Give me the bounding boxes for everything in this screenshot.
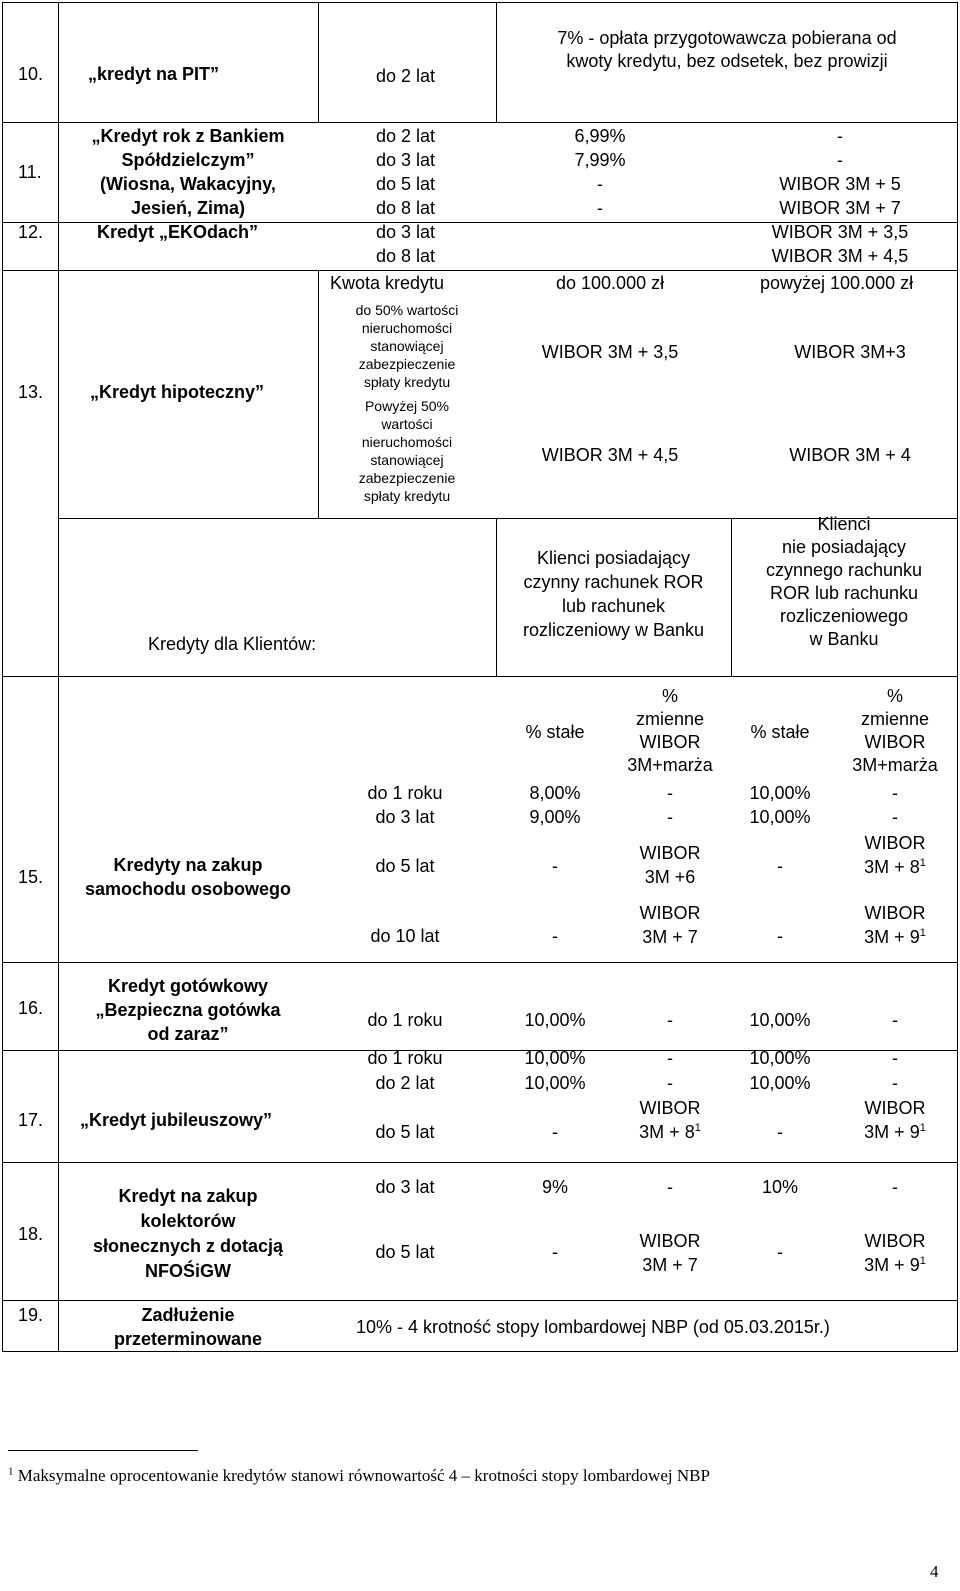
row-11-variable: - — [837, 126, 843, 146]
collateral-line: wartości — [381, 416, 433, 432]
row-17-name: „Kredyt jubileuszowy” — [80, 1110, 273, 1130]
row-17-a-variable: $3M + 8^1$ — [639, 1122, 701, 1142]
row-17-a-fixed: 10,00% — [524, 1073, 586, 1093]
page-number: 4 — [930, 1562, 939, 1581]
fixed-rate-header: % stałe — [750, 722, 810, 742]
row-18-name-line4: NFOŚiGW — [145, 1261, 231, 1281]
variable-rate-header-line: WIBOR — [639, 732, 701, 752]
row-17-b-variable: $3M + 9^1$ — [864, 1122, 926, 1142]
row-18-b-fixed: - — [777, 1242, 783, 1262]
clients-with-account-line: Klienci posiadający — [536, 548, 691, 568]
collateral-line: zabezpieczenie — [358, 470, 456, 486]
row-18-number: 18. — [18, 1224, 44, 1244]
row-11-name-line1: „Kredyt rok z Bankiem — [91, 126, 285, 146]
row-15-a-fixed: 8,00% — [529, 783, 581, 803]
row-11-term: do 3 lat — [376, 150, 436, 170]
row-12-variable: WIBOR 3M + 3,5 — [771, 222, 909, 242]
row-19-description: 10% - 4 krotność stopy lombardowej NBP (od 05.03.2015r.) — [356, 1317, 830, 1337]
collateral-line: nieruchomości — [361, 320, 453, 336]
collateral-line: spłaty kredytu — [363, 374, 451, 390]
variable-rate-header-line: % — [886, 686, 903, 706]
row-11-variable: WIBOR 3M + 5 — [779, 174, 901, 194]
row-15-number: 15. — [18, 867, 44, 887]
row-15-b-fixed: - — [777, 856, 783, 876]
row-15-a-fixed: - — [552, 926, 558, 946]
row-15-a-variable: - — [667, 807, 673, 827]
row-11-name-line3: (Wiosna, Wakacyjny, — [100, 174, 276, 194]
footnote — [8, 1466, 710, 1486]
row-18-b-variable: - — [892, 1177, 898, 1197]
row-11-fixed: 6,99% — [574, 126, 626, 146]
variable-rate-header-line: zmienne — [635, 709, 705, 729]
row-16-a-variable: - — [667, 1010, 673, 1030]
row-18-b-variable: $3M + 9^1$ — [864, 1255, 926, 1275]
row-17-term: do 1 roku — [367, 1048, 443, 1068]
row-18-a-fixed: - — [552, 1242, 558, 1262]
variable-rate-header-line: zmienne — [860, 709, 930, 729]
row-12-term: do 3 lat — [376, 222, 436, 242]
row-11-variable: WIBOR 3M + 7 — [779, 198, 901, 218]
row-18-a-variable: 3M + 7 — [642, 1255, 698, 1275]
row-12-number: 12. — [18, 222, 44, 242]
clients-without-account-line: rozliczeniowego — [779, 606, 909, 626]
row-17-a-fixed: 10,00% — [524, 1048, 586, 1068]
row-12-name: Kredyt „EKOdach” — [97, 222, 259, 242]
row-15-term: do 1 roku — [367, 783, 443, 803]
row-10-number: 10. — [18, 64, 44, 84]
mortgage-rate-high-2: WIBOR 3M + 4 — [789, 445, 911, 465]
footnote-ref: 1 — [919, 927, 926, 939]
row-15-term: do 5 lat — [375, 856, 435, 876]
row-10-description-line2: kwoty kredytu, bez odsetek, bez prowizji — [566, 51, 888, 71]
row-16-number: 16. — [18, 998, 44, 1018]
footnote-text: Maksymalne oprocentowanie kredytów stanowi równowartość 4 – krotności stopy lombardowej NBP — [17, 1466, 710, 1485]
fixed-rate-header: % stałe — [525, 722, 585, 742]
row-18-b-variable: WIBOR — [864, 1231, 926, 1251]
row-15-b-fixed: - — [777, 926, 783, 946]
row-18-name-line2: kolektorów — [140, 1211, 236, 1231]
row-15-a-variable: WIBOR — [639, 903, 701, 923]
variable-rate-header-line: 3M+marża — [852, 755, 938, 775]
row-12-term: do 8 lat — [376, 246, 436, 266]
row-15-b-variable: WIBOR — [864, 833, 926, 853]
row-16-term: do 1 roku — [367, 1010, 443, 1030]
clients-without-account-line: czynnego rachunku — [765, 560, 923, 580]
row-17-a-variable: - — [667, 1048, 673, 1068]
row-10-term: do 2 lat — [376, 66, 436, 86]
row-13-name: „Kredyt hipoteczny” — [90, 382, 265, 402]
collateral-line: do 50% wartości — [355, 302, 459, 318]
row-15-b-variable: - — [892, 783, 898, 803]
clients-with-account-line: rozliczeniowy w Banku — [522, 620, 705, 640]
row-11-term: do 2 lat — [376, 126, 436, 146]
row-11-name-line4: Jesień, Zima) — [130, 198, 246, 218]
row-17-term: do 2 lat — [375, 1073, 435, 1093]
row-11-name-line2: Spółdzielczym” — [121, 150, 255, 170]
row-11-fixed: - — [597, 174, 603, 194]
row-15-name-line2: samochodu osobowego — [84, 879, 291, 899]
row-17-b-fixed: 10,00% — [749, 1073, 811, 1093]
row-15-a-fixed: - — [552, 856, 558, 876]
amount-high-header: powyżej 100.000 zł — [760, 273, 914, 293]
row-15-b-variable: - — [892, 807, 898, 827]
row-18-name-line3: słonecznych z dotacją — [92, 1236, 284, 1256]
row-11-fixed: 7,99% — [574, 150, 626, 170]
row-17-b-variable: - — [892, 1073, 898, 1093]
row-17-b-fixed: 10,00% — [749, 1048, 811, 1068]
row-17-number: 17. — [18, 1110, 44, 1130]
mortgage-rate-low-1: WIBOR 3M + 3,5 — [541, 342, 679, 362]
clients-without-account-line: Klienci — [817, 514, 871, 534]
row-19-name-line1: Zadłużenie — [141, 1305, 235, 1325]
clients-without-account-line: ROR lub rachunku — [769, 583, 919, 603]
row-11-variable: - — [837, 150, 843, 170]
row-15-b-fixed: 10,00% — [749, 783, 811, 803]
row-15-b-variable: $3M + 8^1$ — [864, 857, 926, 877]
row-18-name-line1: Kredyt na zakup — [118, 1186, 258, 1206]
variable-rate-header-line: 3M+marża — [627, 755, 713, 775]
row-15-a-fixed: 9,00% — [529, 807, 581, 827]
row-16-name-line1: Kredyt gotówkowy — [107, 976, 268, 996]
footnote-ref: 1 — [919, 857, 926, 869]
row-15-a-variable: 3M +6 — [644, 867, 696, 887]
clients-with-account-line: lub rachunek — [561, 596, 666, 616]
row-19-number: 19. — [18, 1305, 44, 1325]
row-11-term: do 8 lat — [376, 198, 436, 218]
row-15-term: do 3 lat — [375, 807, 435, 827]
row-11-number: 11. — [18, 162, 42, 182]
row-17-b-variable: WIBOR — [864, 1098, 926, 1118]
row-16-b-variable: - — [892, 1010, 898, 1030]
collateral-line: nieruchomości — [361, 434, 453, 450]
row-17-a-fixed: - — [552, 1122, 558, 1142]
row-15-name-line1: Kredyty na zakup — [113, 855, 263, 875]
row-18-term: do 3 lat — [375, 1177, 435, 1197]
collateral-line: spłaty kredytu — [363, 488, 451, 504]
row-11-term: do 5 lat — [376, 174, 436, 194]
mortgage-rate-high-1: WIBOR 3M+3 — [794, 342, 906, 362]
variable-rate-header-line: % — [661, 686, 678, 706]
row-16-name-line3: od zaraz” — [147, 1024, 229, 1044]
row-11-fixed: - — [597, 198, 603, 218]
collateral-line: zabezpieczenie — [358, 356, 456, 372]
row-17-a-variable: - — [667, 1073, 673, 1093]
clients-with-account-line: czynny rachunek ROR — [523, 572, 704, 592]
row-18-a-variable: - — [667, 1177, 673, 1197]
footnote-mark: 1 — [8, 1465, 14, 1478]
row-18-a-fixed: 9% — [541, 1177, 568, 1197]
footnote-separator — [8, 1450, 198, 1451]
row-17-b-variable: - — [892, 1048, 898, 1068]
row-17-term: do 5 lat — [375, 1122, 435, 1142]
row-16-b-fixed: 10,00% — [749, 1010, 811, 1030]
row-18-term: do 5 lat — [375, 1242, 435, 1262]
clients-without-account-line: w Banku — [809, 629, 879, 649]
row-10-name: „kredyt na PIT” — [88, 64, 220, 84]
collateral-line: Powyżej 50% — [364, 398, 450, 414]
row-18-b-fixed: 10% — [761, 1177, 799, 1197]
amount-header: Kwota kredytu — [330, 273, 445, 293]
footnote-ref: 1 — [694, 1122, 701, 1134]
mortgage-rate-low-2: WIBOR 3M + 4,5 — [541, 445, 679, 465]
row-15-b-variable: $3M + 9^1$ — [864, 927, 926, 947]
footnote-ref: 1 — [919, 1122, 926, 1134]
collateral-line: stanowiącej — [370, 452, 444, 468]
row-15-a-variable: WIBOR — [639, 843, 701, 863]
row-16-name-line2: „Bezpieczna gotówka — [95, 1000, 281, 1020]
row-12-variable: WIBOR 3M + 4,5 — [771, 246, 909, 266]
row-13-number: 13. — [18, 382, 44, 402]
amount-low-header: do 100.000 zł — [556, 273, 665, 293]
row-15-b-fixed: 10,00% — [749, 807, 811, 827]
clients-without-account-line: nie posiadający — [781, 537, 907, 557]
row-10-description-line1: 7% - opłata przygotowawcza pobierana od — [557, 28, 897, 48]
row-15-a-variable: - — [667, 783, 673, 803]
row-18-a-variable: WIBOR — [639, 1231, 701, 1251]
footnote-ref: 1 — [919, 1255, 926, 1267]
row-19-name-line2: przeterminowane — [113, 1329, 263, 1349]
clients-label: Kredyty dla Klientów: — [148, 634, 317, 654]
row-15-term: do 10 lat — [370, 926, 440, 946]
collateral-line: stanowiącej — [370, 338, 444, 354]
row-17-b-fixed: - — [777, 1122, 783, 1142]
row-16-a-fixed: 10,00% — [524, 1010, 586, 1030]
row-15-b-variable: WIBOR — [864, 903, 926, 923]
row-15-a-variable: 3M + 7 — [642, 927, 698, 947]
variable-rate-header-line: WIBOR — [864, 732, 926, 752]
row-17-a-variable: WIBOR — [639, 1098, 701, 1118]
